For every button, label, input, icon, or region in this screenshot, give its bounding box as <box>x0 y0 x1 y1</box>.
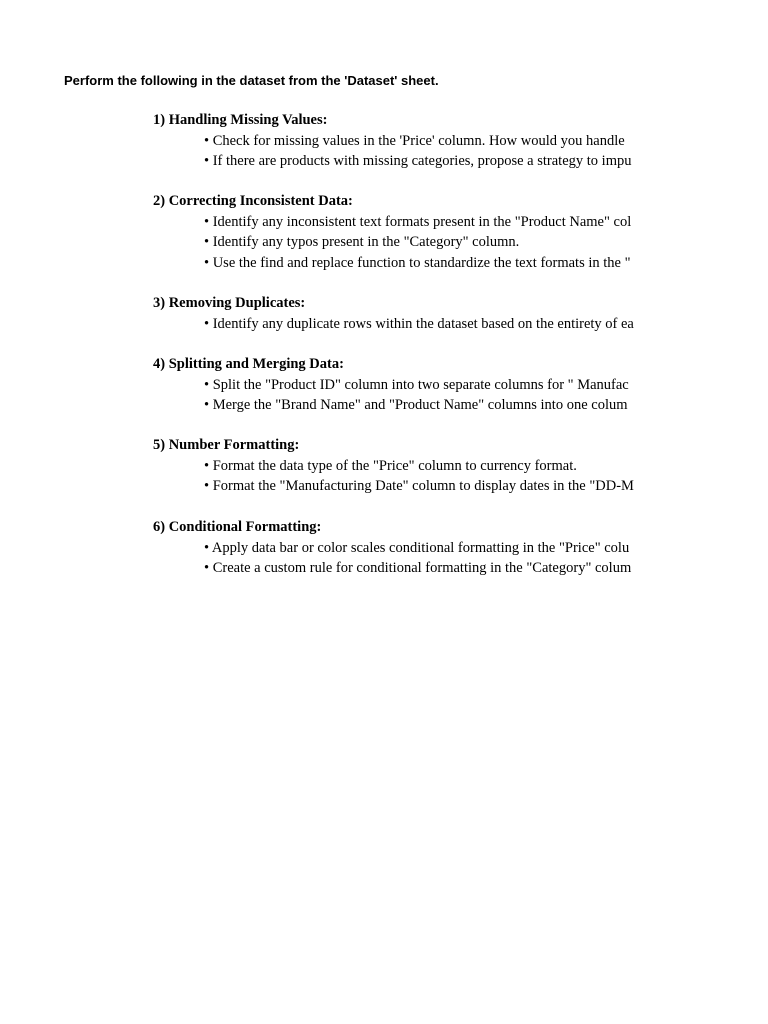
task-bullet: • Split the "Product ID" column into two separate columns for " Manufac <box>204 376 629 393</box>
task-bullet: • Merge the "Brand Name" and "Product Name" columns into one colum <box>204 397 628 413</box>
task-list <box>150 108 644 588</box>
task-bullet: • Use the find and replace function to standardize the text formats in the " <box>204 254 631 271</box>
section-heading: 3) Removing Duplicates: <box>153 295 306 311</box>
task-bullet: • Identify any typos present in the "Category" column. <box>204 234 520 250</box>
intro-instruction: Perform the following in the dataset from the 'Dataset' sheet. <box>64 73 439 88</box>
task-bullet: • Format the data type of the "Price" column to currency format. <box>204 457 577 474</box>
section-conditional-formatting <box>150 517 644 579</box>
section-splitting-merging-data <box>150 354 644 416</box>
section-heading: 6) Conditional Formatting: <box>153 519 322 535</box>
section-heading: 5) Number Formatting: <box>153 437 300 453</box>
task-bullet: • Identify any inconsistent text formats present in the "Product Name" col <box>204 213 632 230</box>
task-bullet: • Check for missing values in the 'Price' column. How would you handle <box>204 132 625 149</box>
task-bullet: • Create a custom rule for conditional formatting in the "Category" colum <box>204 560 632 576</box>
task-bullet: • Apply data bar or color scales conditional formatting in the "Price" colu <box>204 539 630 556</box>
section-correcting-inconsistent-data <box>150 191 644 273</box>
section-heading: 2) Correcting Inconsistent Data: <box>153 193 353 209</box>
task-bullet: • Format the "Manufacturing Date" column to display dates in the "DD-M <box>204 478 634 494</box>
section-heading: 1) Handling Missing Values: <box>153 112 328 128</box>
section-number-formatting <box>150 435 644 497</box>
task-bullet: • If there are products with missing categories, propose a strategy to impu <box>204 153 632 169</box>
task-bullet: • Identify any duplicate rows within the dataset based on the entirety of ea <box>204 315 634 332</box>
section-handling-missing-values <box>150 110 644 172</box>
section-heading: 4) Splitting and Merging Data: <box>153 356 344 372</box>
section-removing-duplicates <box>150 293 644 334</box>
